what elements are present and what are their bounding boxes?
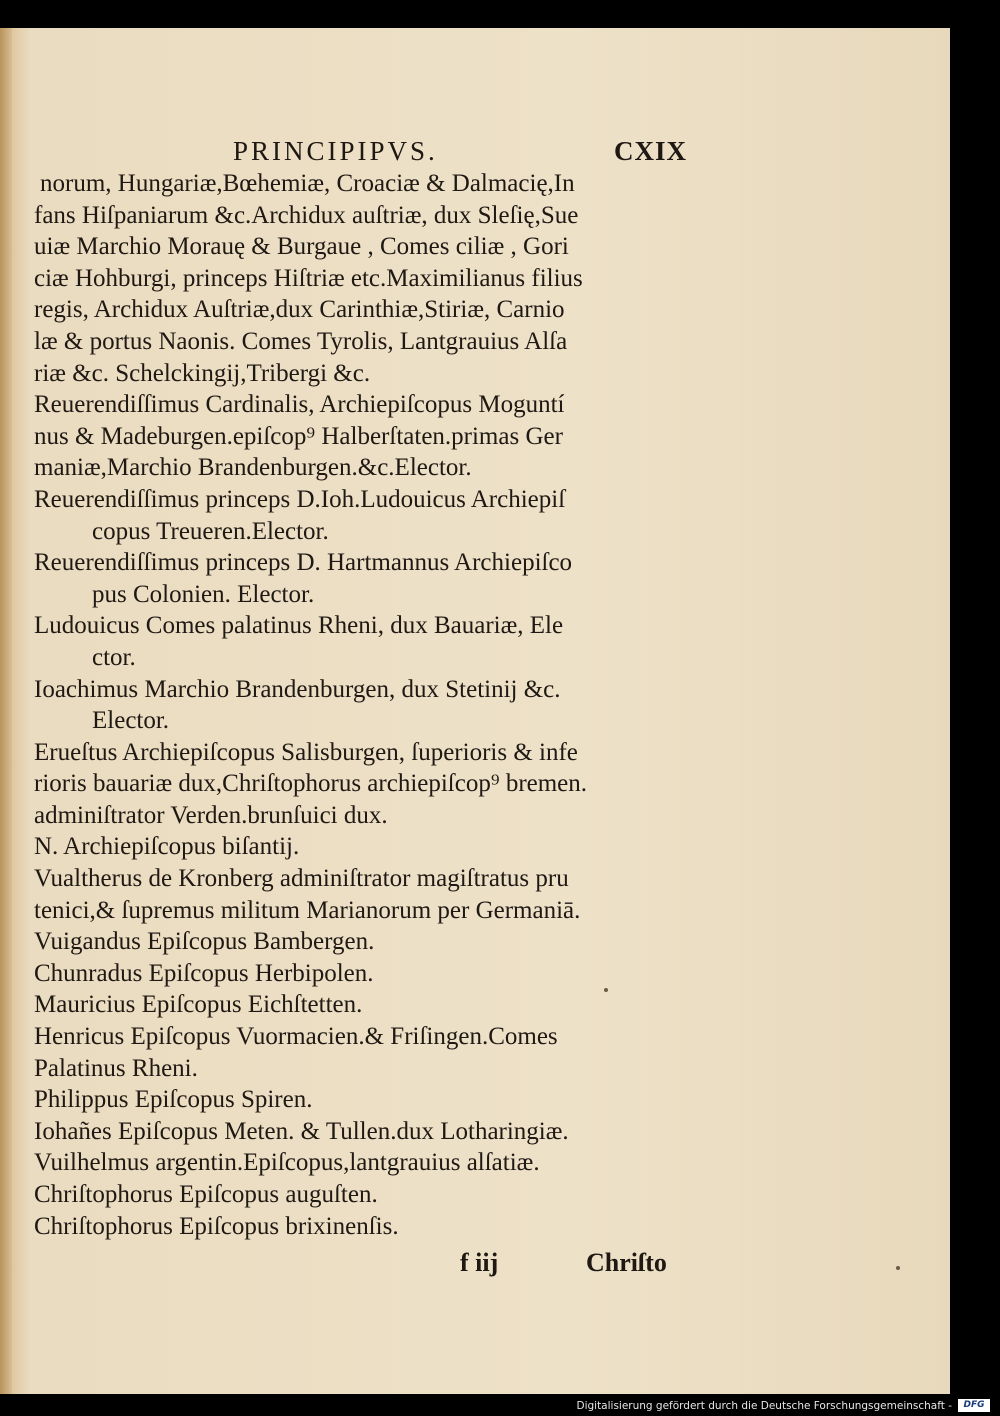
text-line: Chriſtophorus Epiſcopus brixinenſis. — [34, 1212, 399, 1240]
text-line: adminiſtrator Verden.brunſuici dux. — [34, 801, 388, 829]
text-line: uiæ Marchio Morauę & Burgaue , Comes ciliæ , Gori — [34, 233, 569, 261]
text-line: Philippus Epiſcopus Spiren. — [34, 1086, 313, 1114]
dfg-logo-icon: DFG — [958, 1399, 990, 1412]
text-line: fans Hiſpaniarum &c.Archidux auſtriæ, dux Sleſię,Sue — [34, 201, 579, 229]
text-line: Iohañes Epiſcopus Meten. & Tullen.dux Lotharingiæ. — [34, 1117, 569, 1145]
text-line: ctor. — [92, 643, 136, 671]
text-line: Mauricius Epiſcopus Eichſtetten. — [34, 991, 363, 1019]
running-head-title: PRINCIPIPVS. — [233, 136, 438, 166]
funding-bar — [0, 1394, 1000, 1416]
text-line: Vuilhelmus argentin.Epiſcopus,lantgrauius alſatiæ. — [34, 1149, 540, 1177]
text-line: rioris bauariæ dux,Chriſtophorus archiepiſcop⁹ bremen. — [34, 770, 588, 798]
text-line: ciæ Hohburgi, princeps Hiſtriæ etc.Maximilianus filius — [34, 264, 583, 292]
text-line: nus & Madeburgen.epiſcop⁹ Halberſtaten.primas Ger — [34, 422, 563, 450]
text-line: Ioachimus Marchio Brandenburgen, dux Stetinij &c. — [34, 675, 561, 703]
text-line: Elector. — [92, 707, 170, 735]
catchword: Chriſto — [586, 1248, 667, 1277]
text-line: Chriſtophorus Epiſcopus auguſten. — [34, 1181, 378, 1208]
paper-speck — [896, 1266, 900, 1270]
text-block — [34, 168, 694, 1242]
text-line: Chunradus Epiſcopus Herbipolen. — [34, 959, 374, 987]
text-line: copus Treueren.Elector. — [92, 517, 329, 545]
text-line: Reuerendiſſimus princeps D. Hartmannus Archiepiſco — [34, 549, 573, 577]
text-line: Vuigandus Epiſcopus Bambergen. — [34, 928, 375, 956]
text-line: læ & portus Naonis. Comes Tyrolis, Lantgrauius Alſa — [34, 327, 568, 355]
text-line: pus Colonien. Elector. — [92, 580, 315, 608]
funding-note: Digitalisierung gefördert durch die Deutsche Forschungsgemeinschaft - — [576, 1400, 952, 1412]
text-line: Ludouicus Comes palatinus Rheni, dux Bauariæ, Ele — [34, 612, 564, 640]
text-line: maniæ,Marchio Brandenburgen.&c.Elector. — [34, 454, 472, 482]
text-line: riæ &c. Schelckingij,Tribergi &c. — [34, 359, 371, 387]
book-page — [0, 28, 950, 1394]
signature-mark: f iij — [460, 1248, 499, 1277]
text-line: regis, Archidux Auſtriæ,dux Carinthiæ,Stiriæ, Carnio — [34, 296, 565, 324]
text-line: Reuerendiſſimus Cardinalis, Archiepiſcopus Moguntí — [34, 391, 565, 419]
page-footer — [0, 1248, 950, 1284]
text-line: norum, Hungariæ,Bœhemiæ, Croaciæ & Dalmacię,In — [40, 170, 575, 197]
text-line: Erueſtus Archiepiſcopus Salisburgen, ſuperioris & infe — [34, 738, 578, 766]
text-line: Vualtherus de Kronberg adminiſtrator magiſtratus pru — [34, 865, 569, 893]
folio-number: CXIX — [614, 136, 688, 166]
text-line: Palatinus Rheni. — [34, 1054, 198, 1082]
text-line: tenici,& ſupremus militum Marianorum per Germaniā. — [34, 896, 581, 924]
text-line: Henricus Epiſcopus Vuormacien.& Friſingen.Comes — [34, 1023, 558, 1051]
text-line: N. Archiepiſcopus biſantij. — [34, 833, 300, 861]
paper-speck — [604, 988, 608, 992]
running-head — [0, 136, 950, 170]
text-line: Reuerendiſſimus princeps D.Ioh.Ludouicus Archiepiſ — [34, 485, 566, 513]
